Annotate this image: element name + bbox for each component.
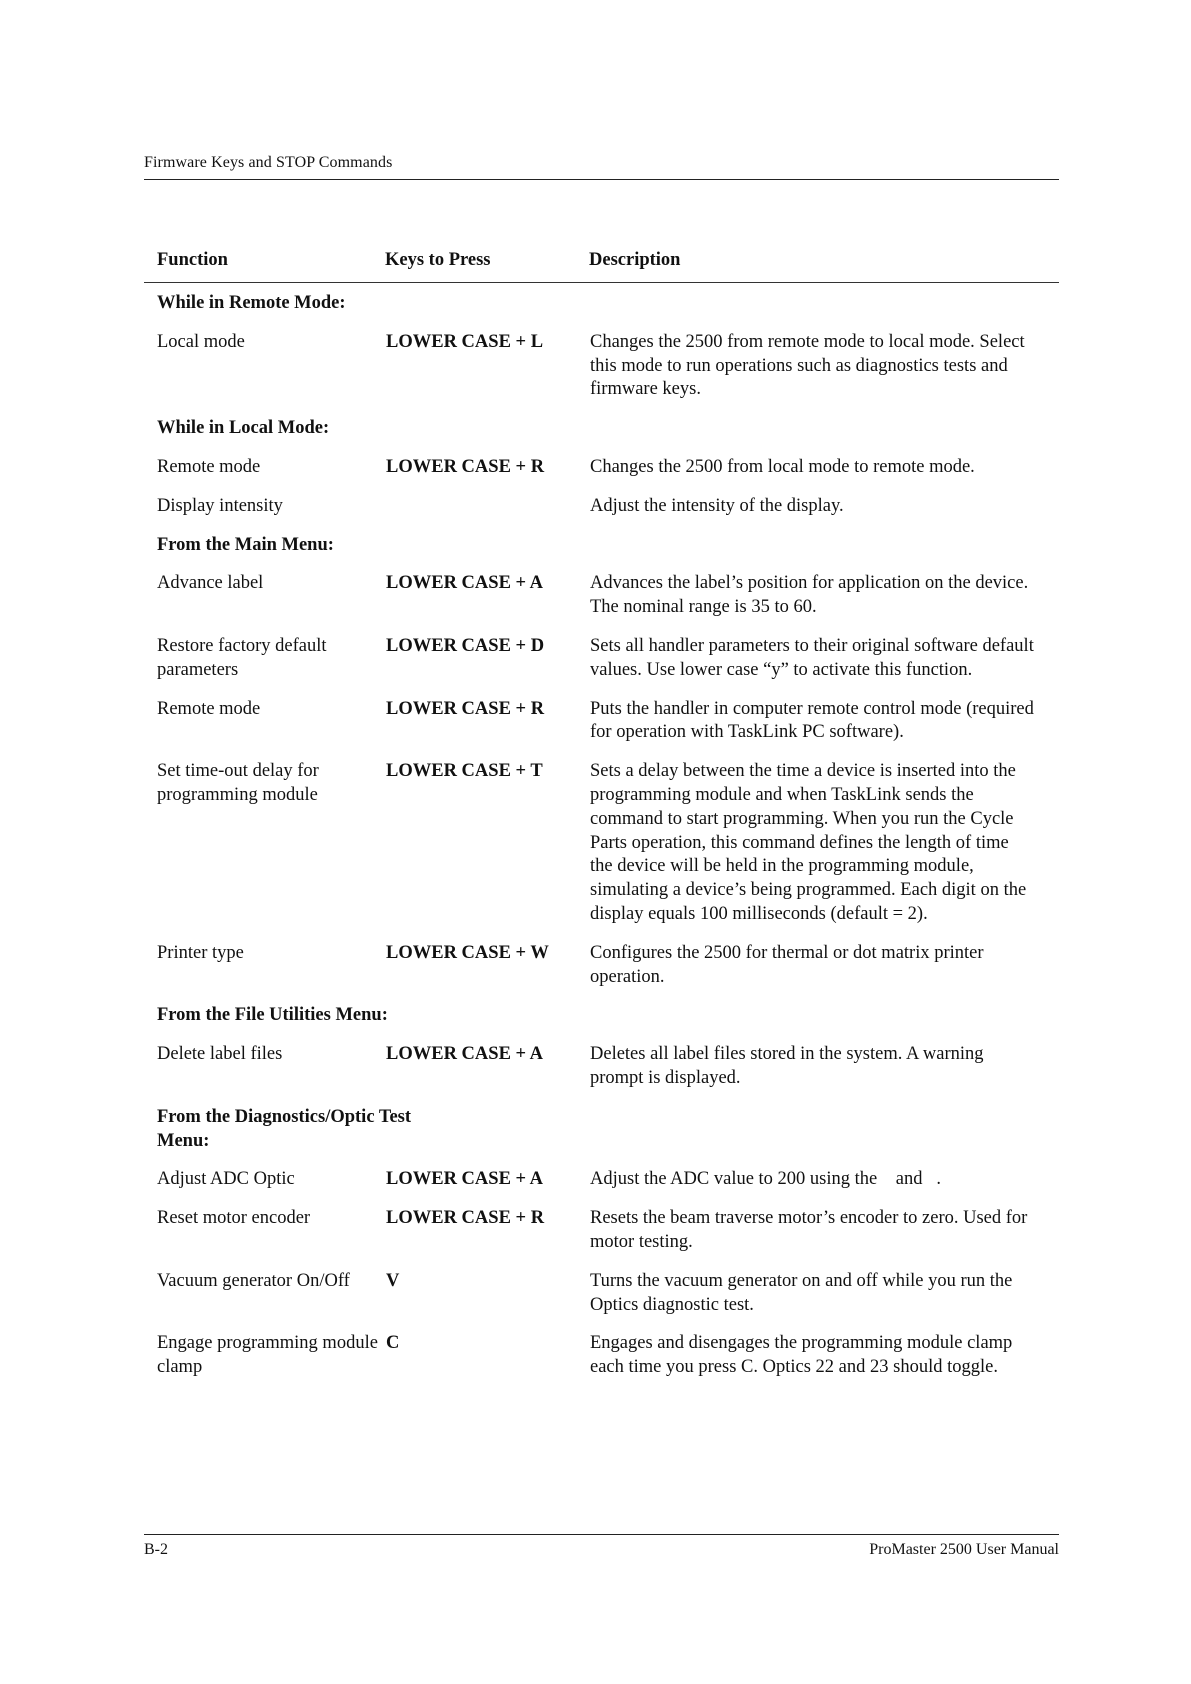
table-row: [144, 698, 1059, 746]
table-row: [144, 1043, 1059, 1091]
keys-cell: LOWER CASE + R: [386, 1208, 545, 1229]
table-row: [144, 1332, 1059, 1380]
column-header-function: Function: [157, 250, 228, 270]
description-cell: Adjust the intensity of the display.: [590, 495, 844, 516]
keys-cell: LOWER CASE + D: [386, 635, 545, 656]
function-cell: Adjust ADC Optic: [157, 1169, 295, 1190]
description-cell: Puts the handler in computer remote control mode (required for operation with TaskLink PC software).: [590, 698, 1039, 743]
table-row: [144, 572, 1059, 620]
footer-rule: [144, 1534, 1059, 1535]
section-heading-row: [144, 1106, 1059, 1154]
keys-cell: LOWER CASE + T: [386, 761, 543, 782]
function-cell: Printer type: [157, 942, 244, 963]
table-row: [144, 495, 1059, 519]
table-row: [144, 331, 1059, 402]
keys-cell: LOWER CASE + W: [386, 942, 549, 963]
function-cell: Advance label: [157, 573, 264, 594]
function-cell: Remote mode: [157, 456, 261, 477]
function-cell: Restore factory default parameters: [157, 635, 327, 680]
section-heading: From the File Utilities Menu:: [157, 1005, 388, 1026]
function-cell: Local mode: [157, 331, 245, 352]
table-row: [144, 1270, 1059, 1318]
table-header: [144, 250, 1059, 283]
function-cell: Remote mode: [157, 698, 261, 719]
table-row: [144, 942, 1059, 990]
function-cell: Engage programming module clamp: [157, 1333, 378, 1378]
description-cell: Adjust the ADC value to 200 using the and .: [590, 1169, 941, 1190]
description-cell: Changes the 2500 from remote mode to local mode. Select this mode to run operations such as diagnostics tests and firmware keys.: [590, 331, 1030, 400]
description-cell: Sets a delay between the time a device is inserted into the programming module and when TaskLink sends the command to start programming. When you run the Cycle Parts operation, this command defines the length of time the device will be held in the programming module, simulating a device’s being programmed. Each digit on the display equals 100 milliseconds (default = 2).: [590, 761, 1031, 924]
keys-cell: LOWER CASE + A: [386, 573, 544, 594]
keys-cell: V: [386, 1270, 400, 1291]
function-cell: Vacuum generator On/Off: [157, 1270, 350, 1291]
section-heading-row: [144, 417, 1059, 441]
table-row: [144, 1168, 1059, 1192]
description-cell: Configures the 2500 for thermal or dot matrix printer operation.: [590, 942, 989, 987]
section-heading-row: [144, 534, 1059, 558]
keys-cell: [386, 495, 590, 519]
page-number: B-2: [144, 1541, 168, 1558]
description-cell: Sets all handler parameters to their original software default values. Use lower case “y” to activate this function.: [590, 635, 1039, 680]
keys-cell: LOWER CASE + A: [386, 1169, 544, 1190]
keys-cell: LOWER CASE + R: [386, 456, 545, 477]
description-cell: Changes the 2500 from local mode to remote mode.: [590, 456, 975, 477]
description-cell: Advances the label’s position for application on the device. The nominal range is 35 to 60.: [590, 573, 1033, 618]
section-heading: While in Remote Mode:: [157, 293, 346, 313]
table-body: [144, 292, 1059, 1395]
function-cell: Display intensity: [157, 495, 283, 516]
keys-cell: LOWER CASE + A: [386, 1044, 544, 1065]
keys-cell: LOWER CASE + R: [386, 698, 545, 719]
table-row: [144, 760, 1059, 927]
keys-cell: C: [386, 1333, 400, 1354]
description-cell: Engages and disengages the programming module clamp each time you press C. Optics 22 and 23 should toggle.: [590, 1333, 1017, 1378]
description-cell: Deletes all label files stored in the system. A warning prompt is displayed.: [590, 1044, 989, 1088]
table-row: [144, 456, 1059, 480]
manual-title: ProMaster 2500 User Manual: [869, 1541, 1059, 1558]
function-cell: Set time-out delay for programming module: [157, 761, 319, 805]
section-heading-row: [144, 292, 1059, 316]
section-heading: From the Diagnostics/Optic Test Menu:: [157, 1106, 412, 1151]
running-head: Firmware Keys and STOP Commands: [144, 154, 393, 171]
function-cell: Delete label files: [157, 1044, 283, 1065]
description-cell: Resets the beam traverse motor’s encoder to zero. Used for motor testing.: [590, 1208, 1032, 1252]
keys-cell: LOWER CASE + L: [386, 331, 544, 352]
header-rule: [144, 179, 1059, 180]
table-row: [144, 635, 1059, 683]
function-cell: Reset motor encoder: [157, 1208, 311, 1229]
column-header-keys: Keys to Press: [385, 250, 491, 270]
description-cell: Turns the vacuum generator on and off while you run the Optics diagnostic test.: [590, 1270, 1017, 1315]
section-heading: From the Main Menu:: [157, 534, 334, 555]
table-row: [144, 1207, 1059, 1255]
column-header-description: Description: [589, 250, 681, 270]
section-heading: While in Local Mode:: [157, 418, 330, 439]
section-heading-row: [144, 1004, 1059, 1028]
